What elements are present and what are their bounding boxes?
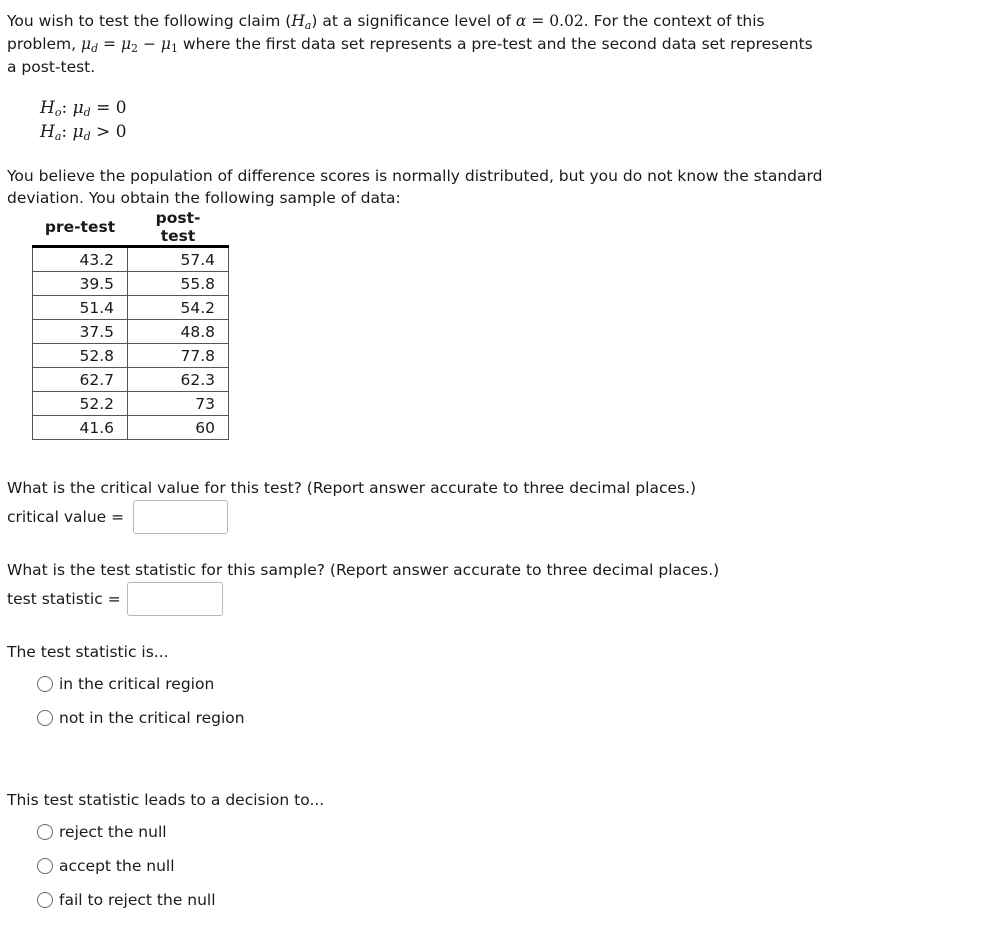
- test-statistic-label: test statistic =: [7, 590, 121, 608]
- critical-region-question: The test statistic is...: [7, 643, 169, 661]
- radio-button[interactable]: [37, 858, 53, 874]
- post-test-cell: 54.2: [128, 296, 229, 320]
- option-fail-to-reject-null[interactable]: fail to reject the null: [37, 891, 216, 909]
- table-row: [33, 272, 229, 296]
- pre-test-cell: 52.8: [33, 344, 128, 368]
- critical-value-input[interactable]: [133, 500, 228, 534]
- post-test-cell: 60: [128, 416, 229, 440]
- option-in-critical-region[interactable]: in the critical region: [37, 675, 214, 693]
- null-hypothesis: $H_o$: $\mu_d = 0$: [40, 98, 127, 119]
- table-row: [33, 416, 229, 440]
- table-row: [33, 247, 229, 272]
- radio-button[interactable]: [37, 676, 53, 692]
- post-test-cell: 73: [128, 392, 229, 416]
- radio-button[interactable]: [37, 710, 53, 726]
- option-reject-null[interactable]: reject the null: [37, 823, 167, 841]
- critical-value-question: What is the critical value for this test? (Report answer accurate to three decimal places.): [7, 479, 697, 497]
- critical-value-label: critical value =: [7, 508, 125, 526]
- test-statistic-question: What is the test statistic for this sample? (Report answer accurate to three decimal places.): [7, 561, 720, 579]
- table-row: [33, 344, 229, 368]
- option-not-in-critical-region[interactable]: not in the critical region: [37, 709, 245, 727]
- column-header-post-test: post-test: [128, 209, 229, 247]
- intro-line-3: a post-test.: [7, 58, 96, 76]
- table-row: [33, 320, 229, 344]
- alternative-hypothesis: $H_a$: $\mu_d > 0$: [40, 122, 127, 143]
- column-header-pre-test: pre-test: [33, 209, 128, 247]
- intro-line-1: You wish to test the following claim $(H_a)$ at a significance level of α = 0.02. For the context of this: [7, 12, 765, 32]
- table-row: [33, 392, 229, 416]
- table-row: [33, 368, 229, 392]
- post-test-cell: 55.8: [128, 272, 229, 296]
- pre-test-cell: 52.2: [33, 392, 128, 416]
- context-text: You believe the population of difference scores is normally distributed, but you do not know the standard deviation. You obtain the following sample of data:: [7, 167, 823, 207]
- post-test-cell: 77.8: [128, 344, 229, 368]
- pre-test-cell: 62.7: [33, 368, 128, 392]
- data-table: [32, 209, 229, 440]
- pre-test-cell: 43.2: [33, 247, 128, 272]
- test-statistic-input[interactable]: [127, 582, 223, 616]
- pre-test-cell: 41.6: [33, 416, 128, 440]
- table-header-row: [33, 209, 229, 247]
- pre-test-cell: 39.5: [33, 272, 128, 296]
- table-row: [33, 296, 229, 320]
- option-accept-null[interactable]: accept the null: [37, 857, 175, 875]
- post-test-cell: 57.4: [128, 247, 229, 272]
- problem-statement: [7, 10, 813, 79]
- post-test-cell: 62.3: [128, 368, 229, 392]
- radio-button[interactable]: [37, 824, 53, 840]
- intro-line-2: problem, $\mu_d = \mu_2 - \mu_1$ where the first data set represents a pre-test and the second data set represents: [7, 35, 813, 55]
- pre-test-cell: 37.5: [33, 320, 128, 344]
- decision-question: This test statistic leads to a decision to...: [7, 791, 325, 809]
- post-test-cell: 48.8: [128, 320, 229, 344]
- radio-button[interactable]: [37, 892, 53, 908]
- pre-test-cell: 51.4: [33, 296, 128, 320]
